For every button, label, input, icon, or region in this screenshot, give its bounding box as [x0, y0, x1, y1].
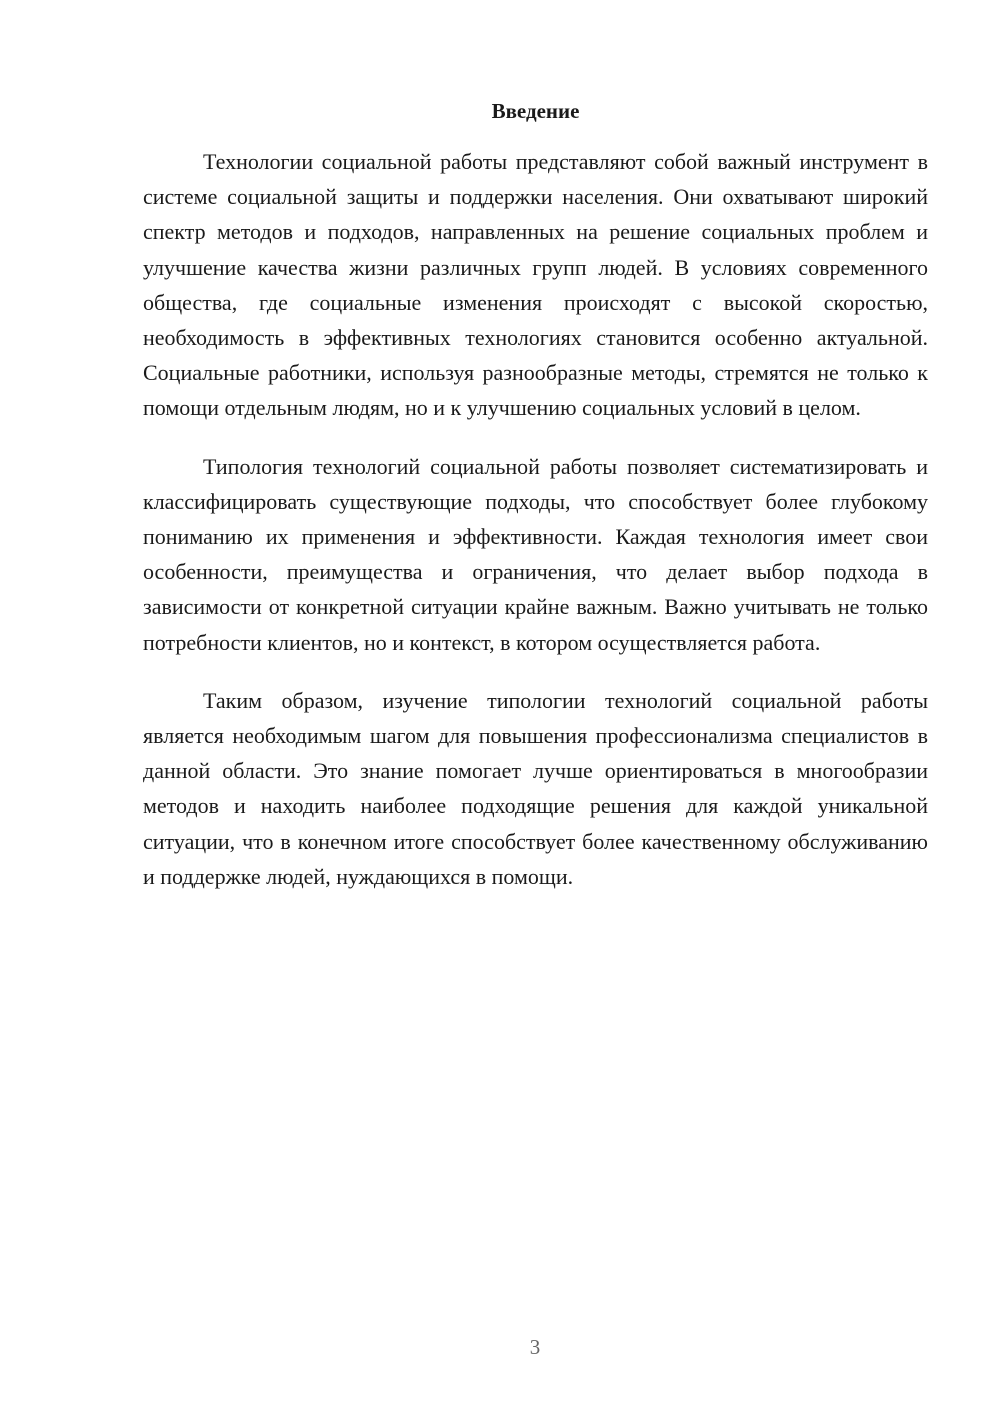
- paragraph-3: Таким образом, изучение типологии технологий социальной работы является необходимым шагом для повышения профессионализма специалистов в данной области. Это знание помогает лучше ориентироваться в многообразии методов и находить наиболее подходящие решения для каждой уникальной ситуации, что в конечном итоге способствует более качественному обслуживанию и поддержке людей, нуждающихся в помощи.: [143, 687, 928, 889]
- paragraph-1: Технологии социальной работы представляют собой важный инструмент в системе социальной защиты и поддержки населения. Они охватывают широкий спектр методов и подходов, направленных на решение социальных проблем и улучшение качества жизни различных групп людей. В условиях современного общества, где социальные изменения происходят с высокой скоростью, необходимость в эффективных технологиях становится особенно актуальной. Социальные работники, используя разнообразные методы, стремятся не только к помощи отдельным людям, но и к улучшению социальных условий в целом.: [143, 149, 928, 421]
- paragraph-2: Типология технологий социальной работы позволяет систематизировать и классифицировать существующие подходы, что способствует более глубокому пониманию их применения и эффективности. Каждая технология имеет свои особенности, преимущества и ограничения, что делает выбор подхода в зависимости от конкретной ситуации крайне важным. Важно учитывать не только потребности клиентов, но и контекст, в котором осуществляется работа.: [143, 453, 928, 655]
- page-number: 3: [529, 1335, 541, 1359]
- page-title: Введение: [491, 99, 580, 123]
- body-text: [143, 144, 928, 917]
